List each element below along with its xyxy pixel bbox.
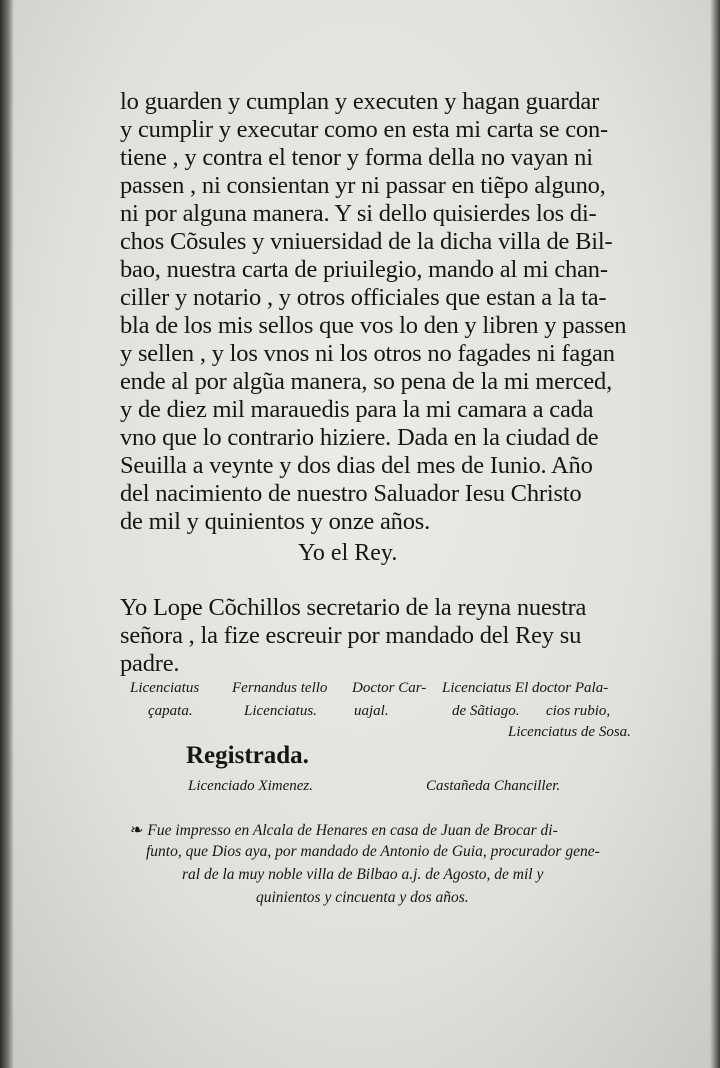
- body-line: del nacimiento de nuestro Saluador Iesu Christo: [120, 480, 582, 507]
- signature: cios rubio,: [546, 703, 611, 719]
- body-line: ciller y notario , y otros officiales que estan a la ta-: [120, 284, 607, 311]
- signature: uajal.: [354, 703, 389, 719]
- signature: Licenciatus de Sosa.: [508, 724, 631, 740]
- chancellor-name: Castañeda Chanciller.: [426, 778, 561, 794]
- body-line: ni por alguna manera. Y si dello quisierdes los di-: [120, 200, 597, 227]
- body-line: ende al por algũa manera, so pena de la mi merced,: [120, 368, 613, 395]
- signature: Fernandus tello: [232, 680, 328, 696]
- signature: Licenciatus El doctor Pala-: [442, 680, 609, 696]
- signature: Licenciatus: [130, 680, 200, 696]
- body-line: bao, nuestra carta de priuilegio, mando al mi chan-: [120, 256, 608, 283]
- signature: çapata.: [148, 703, 193, 719]
- body-line: vno que lo contrario hiziere. Dada en la ciudad de: [120, 424, 599, 451]
- page-left-edge-shadow: [0, 0, 14, 1068]
- secretary-line: padre.: [120, 650, 180, 677]
- body-line: bla de los mis sellos que vos lo den y libren y passen: [120, 312, 627, 339]
- registrada-heading: Registrada.: [186, 742, 309, 769]
- body-line: Seuilla a veynte y dos dias del mes de Iunio. Año: [120, 452, 593, 479]
- body-line: y cumplir y executar como en esta mi carta se con-: [120, 116, 608, 143]
- page-right-edge-shadow: [710, 0, 720, 1068]
- colophon-line-4: quinientos y cincuenta y dos años.: [256, 889, 469, 906]
- body-line: y de diez mil marauedis para la mi camara a cada: [120, 396, 594, 423]
- body-line: passen , ni consientan yr ni passar en tiẽpo alguno,: [120, 172, 606, 199]
- secretary-line: Yo Lope Cõchillos secretario de la reyna nuestra: [120, 594, 587, 621]
- body-line: lo guarden y cumplan y executen y hagan guardar: [120, 88, 600, 115]
- body-line: tiene , y contra el tenor y forma della no vayan ni: [120, 144, 593, 171]
- signature: Licenciatus.: [244, 703, 317, 719]
- body-line: de mil y quinientos y onze años.: [120, 508, 431, 535]
- secretary-line: señora , la fize escreuir por mandado del Rey su: [120, 622, 582, 649]
- signature: de Sãtiago.: [452, 703, 520, 719]
- body-line: chos Cõsules y vniuersidad de la dicha villa de Bil-: [120, 228, 613, 255]
- yo-el-rey: Yo el Rey.: [298, 540, 398, 566]
- colophon-line-2: funto, que Dios aya, por mandado de Antonio de Guia, procurador gene-: [146, 843, 600, 860]
- signature: Doctor Car-: [352, 680, 427, 696]
- colophon-text: Fue impresso en Alcala de Henares en casa de Juan de Brocar di-: [147, 822, 558, 839]
- fleuron-icon: ❧: [130, 822, 144, 839]
- colophon-line-1: [130, 820, 558, 840]
- registrar-name: Licenciado Ximenez.: [188, 778, 313, 794]
- body-line: y sellen , y los vnos ni los otros no fagades ni fagan: [120, 340, 615, 367]
- colophon-line-3: ral de la muy noble villa de Bilbao a.j. de Agosto, de mil y: [182, 866, 544, 883]
